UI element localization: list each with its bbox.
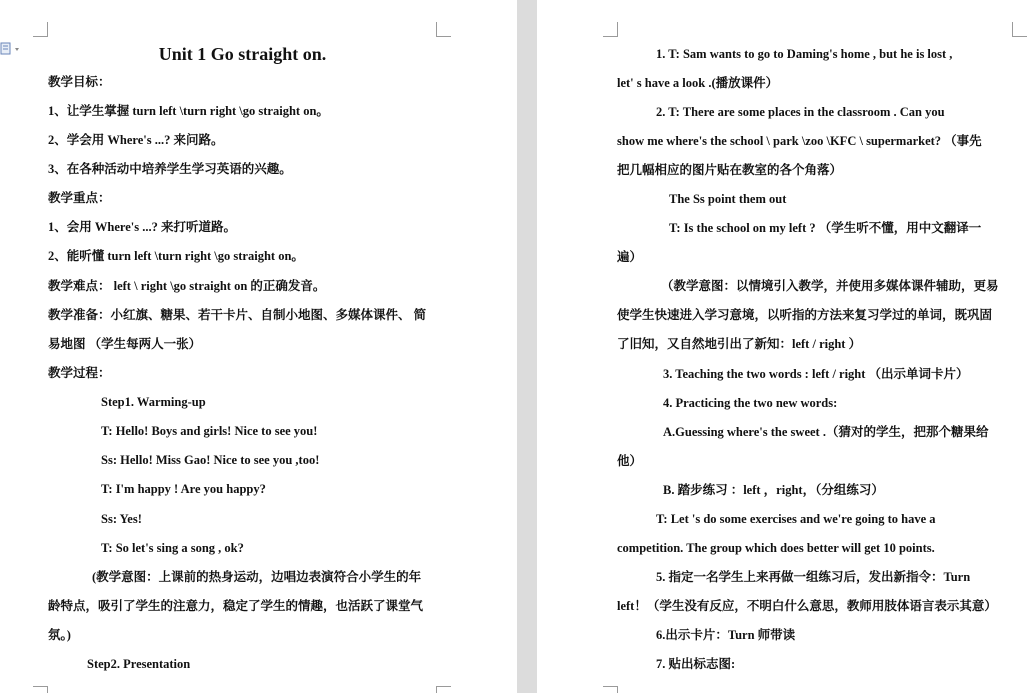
text-line: 3. Teaching the two words : left / right （出示单词卡片）: [663, 367, 969, 381]
text-line: 龄特点，吸引了学生的注意力，稳定了学生的情趣，也活跃了课堂气: [48, 599, 424, 613]
dialogue-line: T: So let's sing a song , ok?: [101, 541, 244, 555]
text-line: let' s have a look .(播放课件）: [617, 76, 779, 90]
text-line: 6.出示卡片：Turn 师带读: [656, 628, 796, 642]
text-line: 易地图 （学生每两人一张）: [48, 337, 202, 351]
text-line: 5. 指定一名学生上来再做一组练习后，发出新指令：Turn: [656, 570, 971, 584]
text-line: 2. T: There are some places in the classroom . Can you: [656, 105, 945, 119]
text-line: (教学意图：上课前的热身运动，边唱边表演符合小学生的年: [92, 570, 422, 584]
text-line: A.Guessing where's the sweet .（猜对的学生，把那个糖果给: [663, 425, 989, 439]
text-line: 遍）: [617, 250, 643, 264]
step-heading: Step1. Warming-up: [101, 395, 206, 409]
step-heading: Step2. Presentation: [87, 657, 191, 671]
text-line: 使学生快速进入学习意境，以听指的方法来复习学过的单词，既巩固: [617, 308, 993, 322]
page-gutter: [517, 0, 537, 693]
text-line: 4. Practicing the two new words:: [663, 396, 838, 410]
text-line: competition. The group which does better will get 10 points.: [617, 541, 935, 555]
dialogue-line: Ss: Yes!: [101, 512, 142, 526]
text-line: B. 踏步练习 ：left ，right，（分组练习）: [663, 483, 884, 497]
text-line: 1、会用 Where's ...? 来打听道路。: [48, 220, 236, 234]
dialogue-line: T: I'm happy ! Are you happy?: [101, 482, 266, 496]
text-line: 了旧知，又自然地引出了新知：left / right ）: [617, 337, 862, 351]
text-line: 氛。): [48, 628, 71, 642]
text-line: T: Is the school on my left ? （学生听不懂，用中文翻译一: [669, 221, 982, 235]
text-line: 他）: [617, 454, 643, 468]
page-corner-mark: [33, 686, 48, 693]
document-page-right: [537, 0, 1036, 693]
section-heading: 教学过程：: [48, 366, 111, 380]
page-corner-mark: [436, 686, 451, 693]
document-page-left: [0, 0, 517, 693]
text-line: show me where's the school \ park \zoo \KFC \ supermarket? （事先: [617, 134, 982, 148]
text-line: 1、让学生掌握 turn left \turn right \go straight on。: [48, 104, 329, 118]
text-line: The Ss point them out: [669, 192, 787, 206]
text-line: 7. 贴出标志图:: [656, 657, 736, 671]
text-line: T: Let 's do some exercises and we're going to have a: [656, 512, 936, 526]
page-corner-mark: [1012, 22, 1027, 37]
text-line: 2、学会用 Where's ...? 来问路。: [48, 133, 224, 147]
text-line: 2、能听懂 turn left \turn right \go straight on。: [48, 249, 304, 263]
section-heading: 教学重点：: [48, 191, 111, 205]
section-heading: 教学目标：: [48, 75, 111, 89]
text-line: 把几幅相应的图片贴在教室的各个角落）: [617, 163, 843, 177]
text-line: （教学意图：以情境引入教学，并使用多媒体课件辅助，更易: [661, 279, 999, 293]
text-line: 1. T: Sam wants to go to Daming's home , but he is lost ,: [656, 47, 953, 61]
page-corner-mark: [603, 686, 618, 693]
page-corner-mark: [33, 22, 48, 37]
page-title: Unit 1 Go straight on.: [158, 44, 327, 64]
dialogue-line: T: Hello! Boys and girls! Nice to see you!: [101, 424, 318, 438]
text-line: 3、在各种活动中培养学生学习英语的兴趣。: [48, 162, 292, 176]
text-line: 教学准备：小红旗、糖果、若干卡片、自制小地图、多媒体课件、 简: [48, 308, 427, 322]
text-line: left！（学生没有反应，不明白什么意思，教师用肢体语言表示其意）: [617, 599, 997, 613]
text-line: 教学难点： left \ right \go straight on 的正确发音。: [48, 279, 326, 293]
dialogue-line: Ss: Hello! Miss Gao! Nice to see you ,too!: [101, 453, 320, 467]
page-corner-mark: [436, 22, 451, 37]
page-corner-mark: [603, 22, 618, 37]
